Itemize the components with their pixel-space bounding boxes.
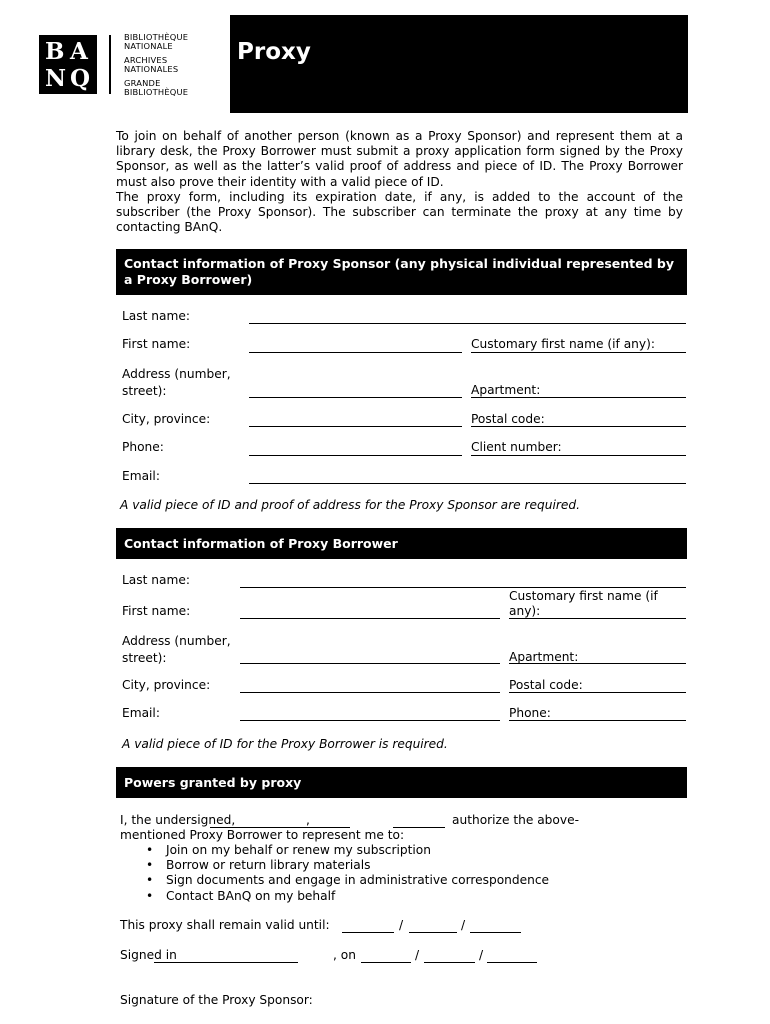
borrower-postal-code-label: Postal code: <box>509 678 583 692</box>
borrower-last-name-label: Last name: <box>122 573 190 587</box>
sponsor-customary-first-name-field[interactable] <box>471 352 686 353</box>
borrower-email-field[interactable] <box>240 720 500 721</box>
sponsor-email-label: Email: <box>122 469 160 483</box>
powers-list-item: • Join on my behalf or renew my subscription <box>120 843 640 858</box>
intro-paragraph-1: To join on behalf of another person (known as a Proxy Sponsor) and represent them at a library desk, the Proxy Borrower must submit a proxy application form signed by the Proxy Sponsor, as well as the latter’s valid proof of address and piece of ID. The Proxy Borrower must also prove their identity with a valid piece of ID. <box>116 129 683 189</box>
powers-list-item: • Contact BAnQ on my behalf <box>120 889 640 904</box>
powers-list-item: • Borrow or return library materials <box>120 858 640 873</box>
borrower-phone-field[interactable] <box>509 720 686 721</box>
borrower-id-note: A valid piece of ID for the Proxy Borrower is required. <box>122 737 448 751</box>
mentioned-text: mentioned Proxy Borrower to represent me to: <box>120 828 405 842</box>
sponsor-last-name-field[interactable] <box>249 323 686 324</box>
signed-in-label: Signed in <box>120 948 177 962</box>
signed-year-field[interactable] <box>487 962 537 963</box>
sponsor-client-number-field[interactable] <box>471 455 686 456</box>
valid-until-day-field[interactable] <box>342 932 394 933</box>
sponsor-phone-label: Phone: <box>122 440 164 454</box>
signed-month-field[interactable] <box>424 962 475 963</box>
signed-day-field[interactable] <box>361 962 411 963</box>
logo-text-nationale: NATIONALE <box>124 41 173 51</box>
sponsor-first-name-label: First name: <box>122 337 191 351</box>
borrower-address-field[interactable] <box>240 663 500 664</box>
valid-until-slash-2: / <box>461 918 466 932</box>
sponsor-id-note: A valid piece of ID and proof of address for the Proxy Sponsor are required. <box>120 498 581 512</box>
borrower-postal-code-field[interactable] <box>509 692 686 693</box>
intro-text <box>116 129 683 235</box>
borrower-customary-first-name-field[interactable] <box>509 618 686 619</box>
logo-letter-q: Q <box>70 65 91 92</box>
logo-letter-a: A <box>70 38 88 65</box>
logo-text-bibliotheque-1: BIBLIOTHÈQUE <box>124 32 189 42</box>
sponsor-address-label: Address (number, street): <box>122 367 231 398</box>
sponsor-email-field[interactable] <box>249 483 686 484</box>
borrower-first-name-label: First name: <box>122 604 191 618</box>
borrower-apartment-label: Apartment: <box>509 650 579 664</box>
valid-until-month-field[interactable] <box>409 932 457 933</box>
borrower-customary-first-name-label: Customary first name (if any): <box>509 589 658 618</box>
borrower-last-name-field[interactable] <box>240 587 686 588</box>
undersigned-comma: , <box>306 813 310 827</box>
signed-on-label: , on <box>333 948 356 962</box>
signed-slash-1: / <box>415 948 420 962</box>
sponsor-postal-code-field[interactable] <box>471 426 686 427</box>
undersigned-label: I, the undersigned, <box>120 813 236 827</box>
sponsor-city-label: City, province: <box>122 412 211 426</box>
borrower-city-label: City, province: <box>122 678 211 692</box>
banq-logo-mark <box>39 35 97 94</box>
signed-in-place-field[interactable] <box>154 962 298 963</box>
sponsor-customary-first-name-label: Customary first name (if any): <box>471 337 655 351</box>
borrower-apartment-field[interactable] <box>509 663 686 664</box>
sponsor-city-field[interactable] <box>249 426 462 427</box>
sponsor-apartment-label: Apartment: <box>471 383 541 397</box>
borrower-phone-label: Phone: <box>509 706 551 720</box>
intro-paragraph-2: The proxy form, including its expiration date, if any, is added to the account of the subscriber (the Proxy Sponsor). The subscriber can terminate the proxy at any time by contacting BAnQ. <box>116 189 683 235</box>
sponsor-apartment-field[interactable] <box>471 397 686 398</box>
logo-letter-b: B <box>45 38 65 65</box>
logo-text-grande: GRANDE <box>124 78 161 88</box>
authorize-text: authorize the above- <box>452 813 579 827</box>
title-bar <box>230 15 688 113</box>
sponsor-address-field[interactable] <box>249 397 462 398</box>
sponsor-client-number-label: Client number: <box>471 440 562 454</box>
sponsor-last-name-label: Last name: <box>122 309 190 323</box>
page-title: Proxy <box>237 39 311 65</box>
borrower-address-label: Address (number, street): <box>122 634 231 665</box>
sponsor-first-name-field[interactable] <box>249 352 462 353</box>
powers-section-heading: Powers granted by proxy <box>116 767 687 798</box>
valid-until-year-field[interactable] <box>470 932 521 933</box>
logo-text-nationales: NATIONALES <box>124 64 179 74</box>
powers-list-item: • Sign documents and engage in administrative correspondence <box>120 873 640 888</box>
borrower-email-label: Email: <box>122 706 160 720</box>
logo-letter-n: N <box>45 65 67 92</box>
logo-separator <box>109 35 111 94</box>
borrower-section-heading: Contact information of Proxy Borrower <box>116 528 687 559</box>
signature-label: Signature of the Proxy Sponsor: <box>120 993 313 1007</box>
logo-text-bibliotheque-2: BIBLIOTHÈQUE <box>124 87 189 97</box>
borrower-first-name-field[interactable] <box>240 618 500 619</box>
signed-slash-2: / <box>479 948 484 962</box>
borrower-city-field[interactable] <box>240 692 500 693</box>
powers-list <box>120 843 640 904</box>
valid-until-label: This proxy shall remain valid until: <box>120 918 330 932</box>
valid-until-slash-1: / <box>399 918 404 932</box>
sponsor-postal-code-label: Postal code: <box>471 412 545 426</box>
sponsor-section-heading: Contact information of Proxy Sponsor (any physical individual represented by a Proxy Borrower) <box>116 249 687 295</box>
sponsor-phone-field[interactable] <box>249 455 462 456</box>
logo-text-archives: ARCHIVES <box>124 55 168 65</box>
